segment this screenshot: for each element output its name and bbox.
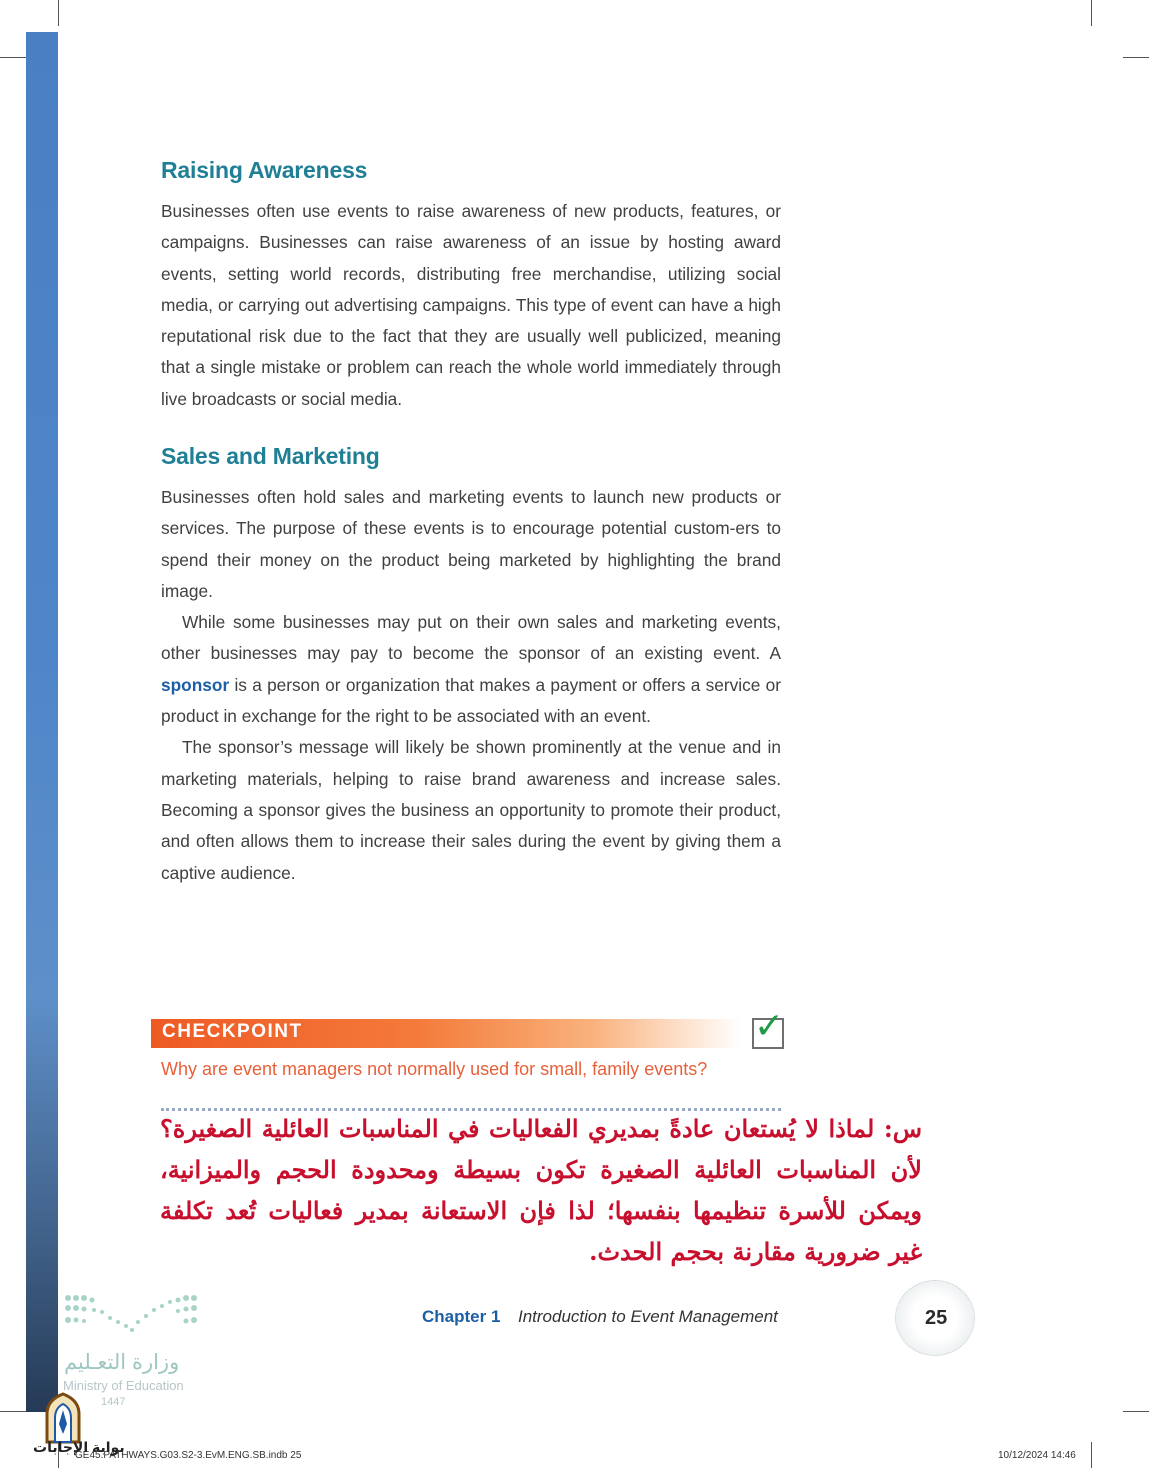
side-color-band — [26, 32, 58, 1412]
crop-mark — [1123, 57, 1149, 58]
checkpoint-title: CHECKPOINT — [162, 1021, 303, 1042]
key-term-sponsor: sponsor — [161, 674, 230, 695]
ministry-name-ar: وزارة التعـليم — [64, 1351, 180, 1374]
text-run: is a person or organization that makes a payment or offers a service or product in exchange for the right to be associated with an event. — [161, 674, 781, 727]
body-paragraph: Businesses often use events to raise awareness of new products, features, or campaigns. Businesses can raise awareness of an issue by hosting award events, setting world records, distributing free merchandise, utilizing social media, or carrying out advertising campaigns. This type of event can have a high reputational risk due to the fact that they are usually well publicized, meaning that a single mistake or problem can reach the whole world immediately through live broadcasts or social media. — [161, 201, 781, 409]
print-slug: GE45.PATHWAYS.G03.S2-3.EvM.ENG.SB.indb 25 — [75, 1450, 302, 1461]
checkmark-icon: ✓ — [754, 1006, 785, 1047]
crop-mark — [1091, 0, 1092, 26]
footer-title: Introduction to Event Management — [518, 1307, 778, 1326]
ministry-year: 1447 — [101, 1396, 126, 1408]
arabic-answer: س: لماذا لا يُستعان عادةً بمديري الفعاليات في المناسبات العائلية الصغيرة؟ لأن المناسبات العائلية الصغيرة تكون بسيطة ومحدودة الحجم والميزانية، ويمكن للأسرة تنظيمها بنفسها؛ لذا فإن الاستعانة بمدير فعاليات تُعد تكلفة غير ضرورية مقارنة بحجم الحدث. — [160, 1114, 922, 1266]
checkpoint-question: Why are event managers not normally used for small, family events? — [161, 1059, 708, 1079]
body-paragraph — [161, 607, 781, 732]
crop-mark — [58, 0, 59, 26]
print-date: 10/12/2024 14:46 — [998, 1450, 1076, 1461]
crop-mark — [1123, 1411, 1149, 1412]
section-sales-marketing — [161, 443, 781, 889]
section-heading: Raising Awareness — [161, 157, 368, 183]
crop-mark — [0, 57, 26, 58]
body-paragraph: The sponsor’s message will likely be shown prominently at the venue and in marketing materials, helping to raise brand awareness and increase sales. Becoming a sponsor gives the business an opportunity to promote their product, and often allows them to increase their sales during the event by giving them a captive audience. — [161, 737, 781, 883]
page-number: 25 — [925, 1307, 948, 1329]
section-heading: Sales and Marketing — [161, 443, 380, 469]
crop-mark — [1091, 1442, 1092, 1468]
ministry-name-en: Ministry of Education — [63, 1378, 184, 1393]
section-raising-awareness — [161, 157, 781, 415]
ministry-logo-icon — [64, 1292, 200, 1334]
site-name: بوابة الإجابات — [33, 1439, 125, 1455]
footer-chapter: Chapter 1 — [422, 1307, 501, 1326]
body-paragraph: Businesses often hold sales and marketing events to launch new products or services. The purpose of these events is to encourage potential custom-ers to spend their money on the product being marketed by highlighting the brand image. — [161, 487, 781, 601]
text-run: While some businesses may put on their own sales and marketing events, other businesses may pay to become the sponsor of an existing event. A — [161, 612, 781, 664]
crop-mark — [0, 1411, 26, 1412]
